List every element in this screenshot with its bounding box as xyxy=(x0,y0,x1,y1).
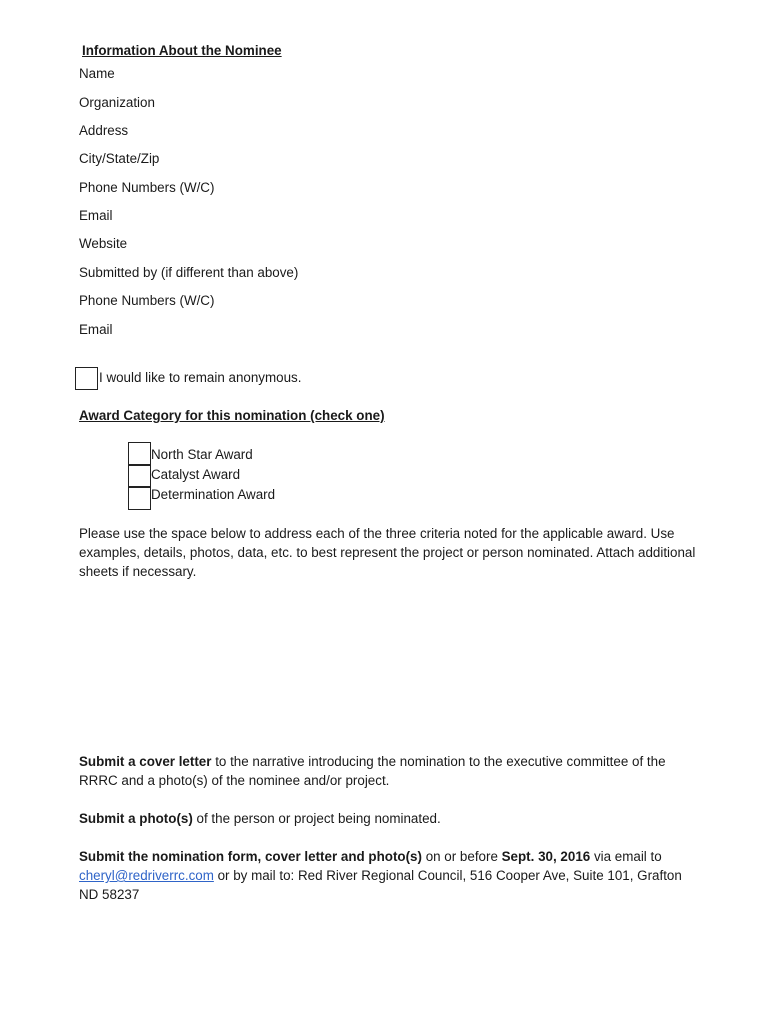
submission-text: on or before xyxy=(421,849,502,864)
anonymous-checkbox[interactable] xyxy=(75,367,98,390)
submission-via: via email to xyxy=(590,849,662,864)
cover-letter-text: to the narrative introducing the nomination to the executive committee of the RRRC and a photo(s) of the nominee and/or project. xyxy=(79,754,666,788)
field-label-submitter-phone: Phone Numbers (W/C) xyxy=(79,293,215,308)
field-label-website: Website xyxy=(79,236,128,251)
field-label-phone: Phone Numbers (W/C) xyxy=(79,180,215,195)
north-star-checkbox[interactable] xyxy=(128,442,151,465)
email-link[interactable]: cheryl@redriverrc.com xyxy=(79,868,214,883)
submission-paragraph xyxy=(79,847,704,904)
field-label-email: Email xyxy=(79,208,113,223)
field-label-city-state-zip: City/State/Zip xyxy=(79,151,160,166)
mail-address-text: or by mail to: Red River Regional Council, 516 Cooper Ave, Suite 101, Grafton ND 58237 xyxy=(79,868,682,902)
deadline-date: Sept. 30, 2016 xyxy=(501,849,591,864)
determination-checkbox[interactable] xyxy=(128,487,151,510)
field-label-organization: Organization xyxy=(79,95,155,110)
catalyst-checkbox[interactable] xyxy=(128,465,151,487)
photo-text: of the person or project being nominated. xyxy=(192,811,441,826)
north-star-label: North Star Award xyxy=(151,447,253,462)
field-label-submitted-by: Submitted by (if different than above) xyxy=(79,265,299,280)
photo-paragraph xyxy=(79,809,704,828)
award-heading: Award Category for this nomination (check one) xyxy=(79,408,385,423)
field-label-submitter-email: Email xyxy=(79,322,113,337)
field-label-name: Name xyxy=(79,66,115,81)
catalyst-label: Catalyst Award xyxy=(151,467,241,482)
cover-letter-paragraph xyxy=(79,752,704,790)
instructions-text: Please use the space below to address each of the three criteria noted for the applicable award. Use examples, details, photos, data, etc. to best represent the project or person nominated. Attach additional sheets if necessary. xyxy=(79,526,696,579)
submission-bold: Submit the nomination form, cover letter and photo(s) xyxy=(79,849,422,864)
cover-letter-bold: Submit a cover letter xyxy=(79,754,212,769)
nominee-heading: Information About the Nominee xyxy=(82,43,282,58)
determination-label: Determination Award xyxy=(151,487,276,502)
anonymous-label: I would like to remain anonymous. xyxy=(99,370,302,385)
field-label-address: Address xyxy=(79,123,129,138)
photo-bold: Submit a photo(s) xyxy=(79,811,193,826)
